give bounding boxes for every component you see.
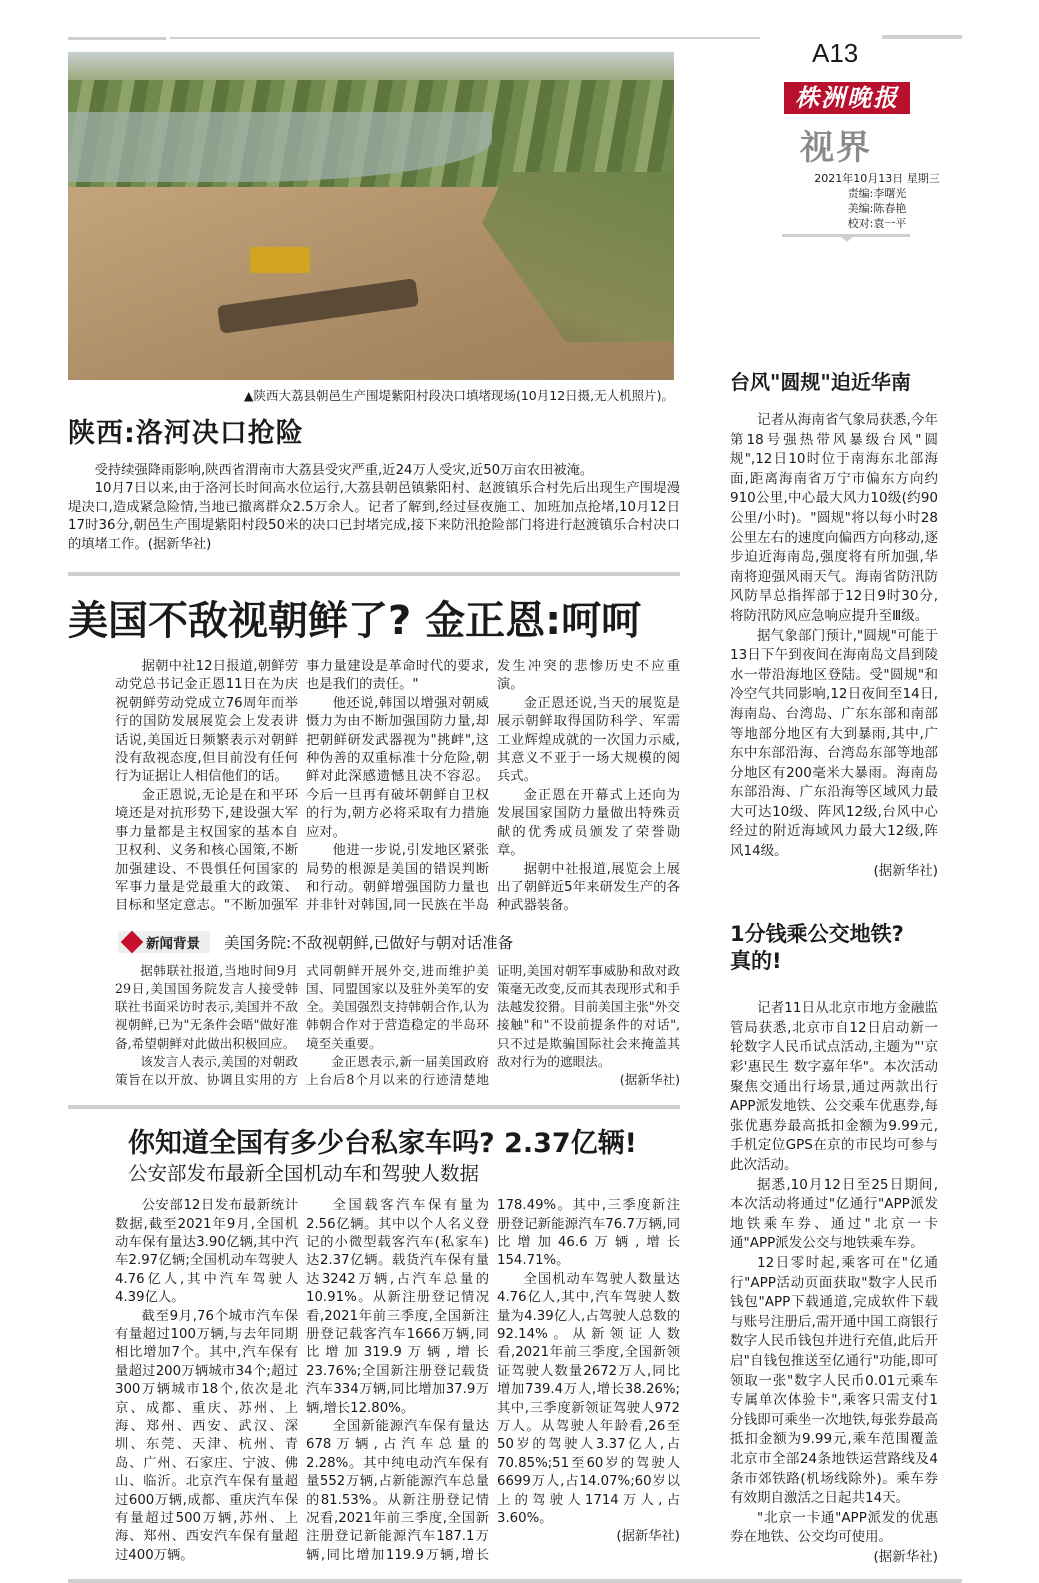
source: (据新华社) — [619, 1071, 680, 1087]
section-title: 视界 — [800, 128, 872, 168]
top-rule — [170, 37, 760, 39]
paragraph: 据气象部门预计,"圆规"可能于13日下午到夜间在海南岛文昌到陵水一带沿海地区登陆。受"圆规"和冷空气共同影响,12日夜间至14日,海南岛、台湾岛、广东东部和南部等地部分地区有大到暴雨,其中,广东中东部沿海、台湾岛东部等地部分地区有200毫米大暴雨。海南岛东部沿海、广东沿海等区域风力最大可达10级、阵风12级,台风中心经过的附近海域风力最大12级,阵风14级。 — [730, 627, 938, 860]
source: (据新华社) — [616, 1529, 680, 1545]
paragraph: 该发言人表示,美国的对朝政策旨在以开放、协调且实用的方式同朝鲜开展外交,进而维护美国、同盟国家以及驻外美军的安全。美国强烈支持韩朝合作,认为韩朝合作对于营造稳定的半岛环境至关重要。 — [115, 962, 489, 1087]
paragraph: 金正恩还说,当天的展览是展示朝鲜取得国防科学、军需工业辉煌成就的一次国力示威,其意义不亚于一场大规模的阅兵式。 — [497, 695, 680, 785]
shaanxi-headline: 陕西:洛河决口抢险 — [68, 418, 304, 449]
paragraph: 公安部12日发布最新统计数据,截至2021年9月,全国机动车保有量达3.90亿辆,其中汽车2.97亿辆;全国机动车驾驶人4.76亿人,其中汽车驾驶人4.39亿人。 — [115, 1198, 298, 1306]
photo-caption: ▲陕西大荔县朝邑生产围堤紫阳村段决口填堵现场(10月12日摄,无人机照片)。 — [243, 388, 674, 403]
header-arrow — [838, 234, 856, 242]
paragraph: 记者从海南省气象局获悉,今年第18号强热带风暴级台风"圆规",12日10时位于南海东北部海面,距离海南省万宁市偏东方向约910公里,中心最大风力10级(约90公里/小时)。"圆规"将以每小时28公里左右的速度向偏西方向移动,逐步迫近海南岛,强度将有所加强,华南将迎强风雨天气。海南省防汛防风防旱总指挥部于12日9时30分,将防汛防风应急响应提升至Ⅲ级。 — [730, 412, 938, 624]
designer: 美编:陈春艳 — [847, 202, 907, 215]
paragraph: 金正恩说,无论是在和平环境还是对抗形势下,建设强大军事力量都是主权国家的基本自卫权利、义务和核心国策,不断加强建设、不畏惧任何国家的军事力量是党最重大的政策、目标和坚定意志。"不断加强军事力量建设是革命时代的要求,也是我们的责任。" — [115, 659, 489, 914]
section-divider — [68, 1105, 680, 1109]
paragraph: "北京一卡通"APP派发的优惠券在地铁、公交均可使用。 — [730, 1509, 938, 1546]
subway-article — [730, 921, 938, 1567]
date: 2021年10月13日 星期三 — [814, 172, 940, 185]
shaanxi-article — [68, 462, 680, 554]
right-column — [730, 367, 938, 1567]
korea-article — [115, 658, 680, 916]
paragraph: 12日零时起,乘客可在"亿通行"APP活动页面获取"数字人民币钱包"APP下载通道,完成软件下载与账号注册后,需开通中国工商银行数字人民币钱包并进行充值,此后开启"自钱包推送至亿通行"功能,即可领取一张"数字人民币0.01元乘车专属单次体验卡",乘客只需支付1分钱即可乘坐一次地铁,每张券最高抵扣金额为9.99元,乘车范围覆盖北京市全部24条地铁运营路线及4条市郊铁路(机场线除外)。乘车券有效期自激活之日起共14天。 — [730, 1254, 938, 1507]
pen-icon — [121, 930, 144, 953]
news-photo-levee-breach — [68, 52, 674, 380]
paragraph: 全国机动车驾驶人数量达4.76亿人,其中,汽车驾驶人数量为4.39亿人,占驾驶人总数的92.14%。从新领证人数看,2021年前三季度,全国新领证驾驶人数量2672万人,同比增加739.4万人,增长38.26%;其中,三季度新领证驾驶人972万人。从驾驶人年龄看,26至50岁的驾驶人3.37亿人,占70.85%;51至60岁的驾驶人6699万人,占14.07%;60岁以上的驾驶人1714万人,占3.60%。 — [497, 1271, 680, 1527]
news-background-tag: 新闻背景 — [118, 931, 210, 953]
korea-headline: 美国不敌视朝鲜了? 金正恩:呵呵 — [68, 598, 642, 645]
top-rule-left — [68, 37, 166, 40]
proofreader: 校对:袁一平 — [847, 217, 907, 230]
section-divider — [68, 572, 680, 576]
paragraph: 受持续强降雨影响,陕西省渭南市大荔县受灾严重,近24万人受灾,近50万亩农田被淹。 — [94, 463, 594, 478]
source: (据新华社) — [873, 1548, 938, 1565]
paragraph: 他进一步说,引发地区紧张局势的根源是美国的错误判断和行动。朝鲜增强国防力量也并非针对韩国,同一民族在半岛发生冲突的悲惨历史不应重演。 — [306, 659, 680, 914]
loader-vehicle — [250, 247, 310, 273]
cars-subheadline: 公安部发布最新全国机动车和驾驶人数据 — [128, 1162, 480, 1186]
top-rule-right — [882, 35, 962, 39]
page-number: A13 — [812, 38, 859, 68]
page-info — [772, 171, 982, 231]
paragraph: 据朝中社12日报道,朝鲜劳动党总书记金正恩11日在为庆祝朝鲜劳动党成立76周年而举行的国防发展展览会上发表讲话说,美国近日频繁表示对朝鲜没有敌视态度,但目前没有任何行为证据让人相信他们的话。 — [115, 659, 298, 785]
bottom-rule — [68, 1579, 962, 1583]
news-background-header — [118, 930, 680, 954]
paragraph: 全国载客汽车保有量为2.56亿辆。其中以个人名义登记的小微型载客汽车(私家车)达2.37亿辆。载货汽车保有量达3242万辆,占汽车总量的10.91%。从新注册登记情况看,2021年前三季度,全国新注册登记载客汽车1666万辆,同比增加319.9万辆,增长23.76%;全国新注册登记载货汽车334万辆,同比增加37.9万辆,增长12.80%。 — [306, 1198, 489, 1416]
source: (据新华社) — [873, 862, 938, 879]
cars-article — [115, 1197, 680, 1565]
paragraph: 10月7日以来,由于洛河长时间高水位运行,大荔县朝邑镇紫阳村、赵渡镇乐合村先后出现生产围堤漫堤决口,造成紧急险情,当地已撤离群众2.5万余人。记者了解到,经过昼夜施工、加班加点抢堵,10月12日17时36分,朝邑生产围堤紫阳村段50米的决口已封堵完成,接下来防汛抢险部门将进行赵渡镇乐合村决口的填堵工作。(据新华社) — [68, 481, 680, 552]
paragraph: 据悉,10月12日至25日期间,本次活动将通过"亿通行"APP派发地铁乘车券、通过"北京一卡通"APP派发公交与地铁乘车券。 — [730, 1176, 938, 1252]
paragraph: 据朝中社报道,展览会上展出了朝鲜近5年来研发生产的各种武器装备。 — [497, 861, 680, 914]
typhoon-article — [730, 367, 938, 881]
paragraph: 金正恩在开幕式上还向为发展国家国防力量做出特殊贡献的优秀成员颁发了荣誉勋章。 — [497, 787, 680, 859]
cars-headline: 你知道全国有多少台私家车吗? 2.37亿辆! — [128, 1128, 637, 1160]
masthead-logo: 株洲晚报 — [784, 82, 910, 114]
typhoon-headline: 台风"圆规"迫近华南 — [730, 370, 911, 394]
news-background-article — [115, 962, 680, 1089]
paragraph: 记者11日从北京市地方金融监管局获悉,北京市自12日启动新一轮数字人民币试点活动,主题为"'京彩'惠民生 数字嘉年华"。本次活动聚焦交通出行场景,通过两款出行APP派发地铁、公交乘车优惠券,每张优惠券最高抵扣金额为9.99元,手机定位GPS在京的市民均可参与此次活动。 — [730, 1000, 938, 1173]
paragraph: 截至9月,76个城市汽车保有量超过100万辆,与去年同期相比增加7个。其中,汽车保有量超过200万辆城市34个;超过300万辆城市18个,依次是北京、成都、重庆、苏州、上海、郑州、西安、武汉、深圳、东莞、天津、杭州、青岛、广州、石家庄、宁波、佛山、临沂。北京汽车保有量超过600万辆,成都、重庆汽车保有量超过500万辆,苏州、上海、郑州、西安汽车保有量超过400万辆。 — [115, 1308, 298, 1563]
paragraph: 据韩联社报道,当地时间9月29日,美国国务院发言人接受韩联社书面采访时表示,美国并不敌视朝鲜,已为"无条件会晤"做好准备,希望朝鲜对此做出积极回应。 — [115, 962, 298, 1051]
news-background-title: 美国务院:不敌视朝鲜,已做好与朝对话准备 — [224, 933, 514, 952]
main-column — [68, 386, 680, 1583]
paragraph: 他还说,韩国以增强对朝威慑力为由不断加强国防力量,却把朝鲜研发武器视为"挑衅",这种伪善的双重标准十分危险,朝鲜对此深感遗憾且决不容忍。今后一旦再有破坏朝鲜自卫权的行为,朝方必将采取有力措施应对。 — [306, 695, 489, 840]
editor: 责编:李曙光 — [847, 187, 907, 200]
paragraph: 金正恩表示,新一届美国政府上台后8个月以来的行迹清楚地证明,美国对朝军事威胁和敌对政策毫无改变,反而其表现形式和手法越发狡猾。目前美国主张"外交接触"和"不设前提条件的对话",只不过是欺骗国际社会来掩盖其敌对行为的遮眼法。 — [306, 962, 680, 1087]
subway-headline: 1分钱乘公交地铁? 真的! — [730, 922, 904, 974]
paragraph: 全国新能源汽车保有量达678万辆,占汽车总量的2.28%。其中纯电动汽车保有量552万辆,占新能源汽车总量的81.53%。从新注册登记情况看,2021年前三季度,全国新注册登记新能源汽车187.1万辆,同比增加119.9万辆,增长178.49%。其中,三季度新注册登记新能源汽车76.7万辆,同比增加46.6万辆,增长154.71%。 — [306, 1198, 680, 1563]
